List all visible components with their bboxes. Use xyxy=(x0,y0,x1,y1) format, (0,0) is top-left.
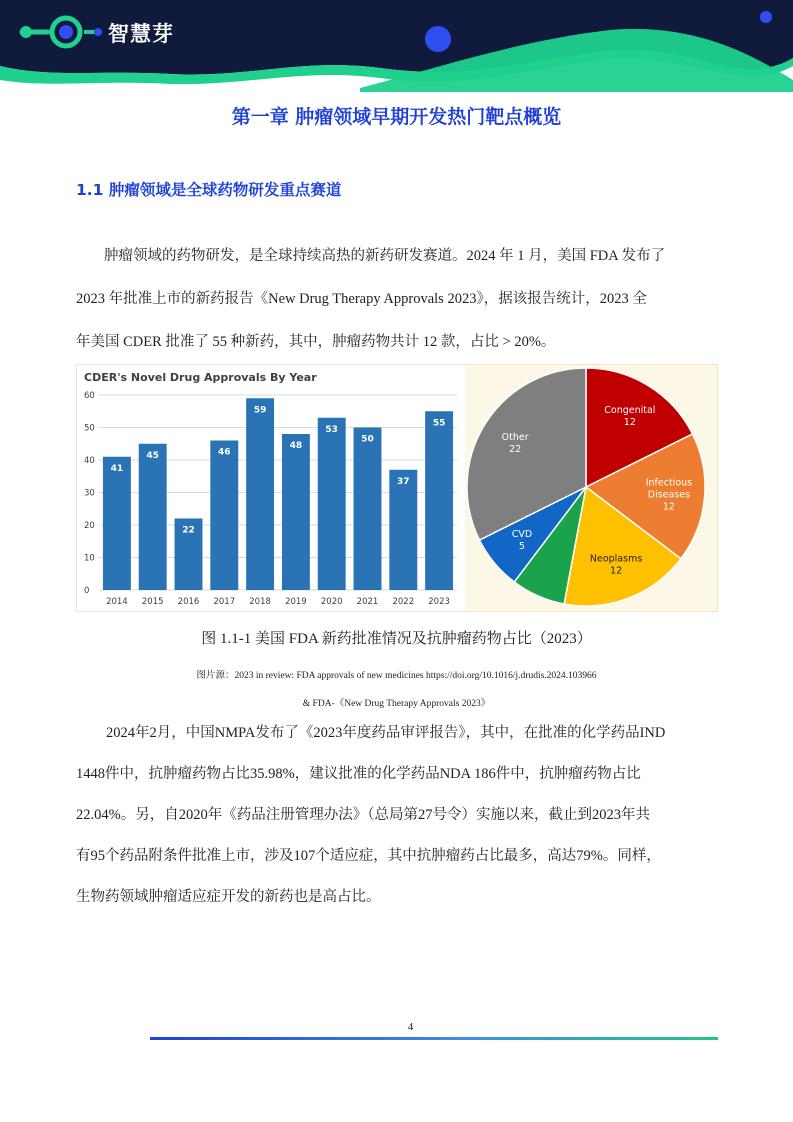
bar xyxy=(246,398,274,590)
x-tick-label: 2021 xyxy=(356,597,379,607)
pie-slice-label: Congenital 12 xyxy=(604,405,656,429)
y-tick-label: 60 xyxy=(84,391,95,401)
bar xyxy=(354,428,382,591)
footer-rule xyxy=(150,1037,718,1040)
chapter-title: 第一章 肿瘤领域早期开发热门靶点概览 xyxy=(231,106,562,128)
pie-slice-label: Neoplasms 12 xyxy=(589,553,643,577)
bar-value-label: 59 xyxy=(253,405,267,416)
paragraph-line: 2023 年批准上市的新药报告《New Drug Therapy Approvals 2023》，据该报告统计，2023 全 xyxy=(76,291,647,307)
bar-value-label: 46 xyxy=(218,447,231,458)
paragraph-line: 1448件中，抗肿瘤药物占比35.98%，建议批准的化学药品NDA 186件中，抗肿瘤药物占比 xyxy=(76,766,641,782)
bar-value-label: 53 xyxy=(325,424,338,435)
bar-value-label: 45 xyxy=(146,450,159,461)
y-tick-label: 40 xyxy=(84,456,95,466)
y-tick-label: 20 xyxy=(84,521,95,531)
paragraph-line: 生物药领域肿瘤适应症开发的新药也是高占比。 xyxy=(76,889,381,905)
bar xyxy=(103,457,131,590)
paragraph-1 xyxy=(76,236,718,277)
paragraph-line: 2024年2月，中国NMPA发布了《2023年度药品审评报告》，其中，在批准的化学药品IND xyxy=(106,725,666,741)
bar-chart xyxy=(77,365,465,611)
x-tick-label: 2018 xyxy=(249,597,271,607)
bar-value-label: 48 xyxy=(289,441,303,451)
bar xyxy=(210,441,238,591)
x-tick-label: 2016 xyxy=(177,597,200,607)
y-tick-label: 0 xyxy=(84,586,90,596)
bar-value-label: 22 xyxy=(182,525,195,536)
x-tick-label: 2023 xyxy=(428,597,450,607)
bar xyxy=(139,444,167,590)
paragraph-line: 肿瘤领域的药物研发，是全球持续高热的新药研发赛道。2024 年 1 月，美国 FDA 发布了 xyxy=(104,248,666,264)
x-tick-label: 2015 xyxy=(141,597,164,607)
y-tick-label: 10 xyxy=(84,553,95,564)
bar xyxy=(389,470,417,590)
bar-value-label: 37 xyxy=(397,476,410,487)
pie-slice-label: CVD 5 xyxy=(511,529,533,553)
x-tick-label: 2019 xyxy=(285,597,307,607)
pie-slice-label: Other 22 xyxy=(501,432,529,456)
bar-value-label: 55 xyxy=(432,418,446,429)
x-tick-label: 2017 xyxy=(213,597,236,607)
pie-slice-label: Infectious Diseases 12 xyxy=(645,477,693,513)
bar-chart-title: CDER's Novel Drug Approvals By Year xyxy=(84,371,317,384)
page-header xyxy=(0,0,793,92)
y-tick-label: 30 xyxy=(84,488,95,499)
paragraph-line: 有95个药品附条件批准上市，涉及107个适应症，其中抗肿瘤药占比最多，高达79%。同样， xyxy=(76,848,661,864)
x-tick-label: 2020 xyxy=(320,597,343,607)
figure-source-2: & FDA-《New Drug Therapy Approvals 2023》 xyxy=(302,699,491,709)
section-title: 1.1 肿瘤领域是全球药物研发重点赛道 xyxy=(76,181,342,199)
figure-caption: 图 1.1-1 美国 FDA 新药批准情况及抗肿瘤药物占比（2023） xyxy=(201,631,592,647)
figure-source: 图片源：2023 in review: FDA approvals of new medicines https://doi.org/10.1016/j.drudis.2024.103966 xyxy=(196,671,597,681)
brand-name: 智慧芽 xyxy=(108,22,174,46)
figure-panel xyxy=(76,364,718,612)
pie-chart xyxy=(465,365,717,611)
paragraph-2 xyxy=(76,713,718,918)
bar xyxy=(425,411,453,590)
x-tick-label: 2014 xyxy=(106,597,128,607)
bar xyxy=(282,434,310,590)
paragraph-line: 年美国 CDER 批准了 55 种新药，其中，肿瘤药物共计 12 款，占比 > 20%。 xyxy=(76,334,556,350)
paragraph-line: 22.04%。另，自2020年《药品注册管理办法》（总局第27号令）实施以来，截止到2023年共 xyxy=(76,807,650,823)
page-number: 4 xyxy=(407,1021,414,1033)
bar-value-label: 41 xyxy=(110,463,124,474)
logo-molecule-icon xyxy=(14,14,106,50)
paragraph-1-cont xyxy=(76,279,718,363)
bar xyxy=(318,418,346,590)
x-tick-label: 2022 xyxy=(392,597,415,607)
y-tick-label: 50 xyxy=(84,423,95,434)
bar-value-label: 50 xyxy=(361,434,374,445)
